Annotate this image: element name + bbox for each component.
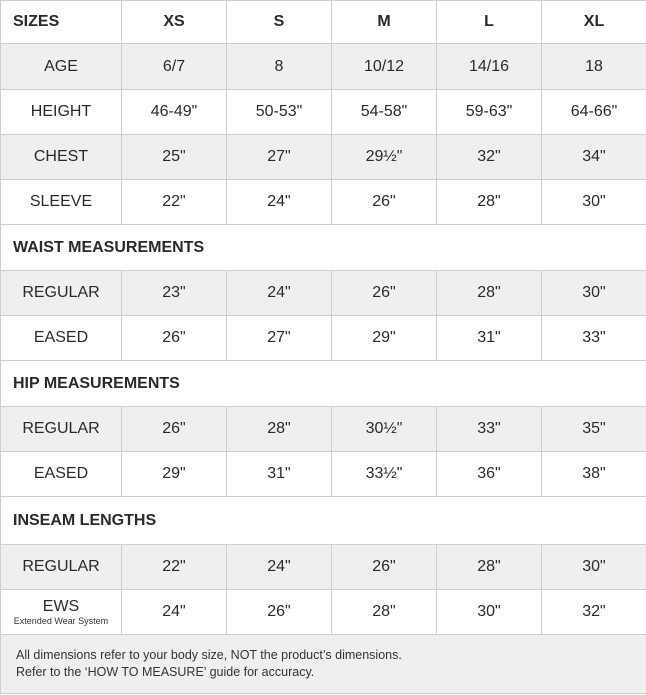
cell: 6/7 — [122, 44, 227, 90]
cell: 24" — [227, 180, 332, 225]
cell: 30" — [542, 271, 646, 316]
cell: 26" — [122, 316, 227, 361]
size-xl-header: XL — [542, 1, 646, 44]
header-row — [1, 1, 646, 44]
cell: 28" — [227, 407, 332, 452]
row-label: REGULAR — [1, 271, 122, 316]
cell: 18 — [542, 44, 646, 90]
cell: 28" — [332, 590, 437, 635]
footer-line-2: Refer to the ‘HOW TO MEASURE’ guide for accuracy. — [16, 665, 315, 679]
size-l-header: L — [437, 1, 542, 44]
cell: 24" — [122, 590, 227, 635]
cell: 26" — [122, 407, 227, 452]
cell: 33½" — [332, 452, 437, 497]
sizes-header: SIZES — [1, 1, 122, 44]
cell: 31" — [227, 452, 332, 497]
cell: 10/12 — [332, 44, 437, 90]
cell: 23" — [122, 271, 227, 316]
row-label: CHEST — [1, 135, 122, 180]
waist-section-row — [1, 225, 646, 271]
cell: 22" — [122, 545, 227, 590]
row-label: REGULAR — [1, 407, 122, 452]
cell: 30" — [542, 180, 646, 225]
inseam-section-row — [1, 497, 646, 545]
cell: 64-66" — [542, 90, 646, 135]
row-label: REGULAR — [1, 545, 122, 590]
cell: 32" — [437, 135, 542, 180]
cell: 59-63" — [437, 90, 542, 135]
row-sublabel: Extended Wear System — [13, 615, 109, 626]
row-label: SLEEVE — [1, 180, 122, 225]
inseam-section-title: INSEAM LENGTHS — [1, 497, 646, 545]
cell: 8 — [227, 44, 332, 90]
cell: 29½" — [332, 135, 437, 180]
cell: 29" — [332, 316, 437, 361]
age-row — [1, 44, 646, 90]
cell: 30½" — [332, 407, 437, 452]
cell: 30" — [437, 590, 542, 635]
cell: 28" — [437, 180, 542, 225]
cell: 24" — [227, 545, 332, 590]
cell: 36" — [437, 452, 542, 497]
cell: 38" — [542, 452, 646, 497]
cell: 46-49" — [122, 90, 227, 135]
cell: 26" — [332, 271, 437, 316]
waist-regular-row — [1, 271, 646, 316]
cell: 26" — [332, 545, 437, 590]
cell: 33" — [542, 316, 646, 361]
footer-line-1: All dimensions refer to your body size, NOT the product’s dimensions. — [16, 648, 402, 662]
cell: 28" — [437, 545, 542, 590]
footer-note — [1, 635, 646, 694]
hip-section-row — [1, 361, 646, 407]
cell: 30" — [542, 545, 646, 590]
cell: 22" — [122, 180, 227, 225]
size-s-header: S — [227, 1, 332, 44]
waist-eased-row — [1, 316, 646, 361]
height-row — [1, 90, 646, 135]
cell: 50-53" — [227, 90, 332, 135]
cell: 27" — [227, 135, 332, 180]
size-m-header: M — [332, 1, 437, 44]
cell: 26" — [332, 180, 437, 225]
cell: 29" — [122, 452, 227, 497]
hip-section-title: HIP MEASUREMENTS — [1, 361, 646, 407]
footer-row — [1, 635, 646, 694]
cell: 32" — [542, 590, 646, 635]
cell: 27" — [227, 316, 332, 361]
chest-row — [1, 135, 646, 180]
cell: 34" — [542, 135, 646, 180]
cell: 26" — [227, 590, 332, 635]
cell: 24" — [227, 271, 332, 316]
cell: 33" — [437, 407, 542, 452]
cell: 28" — [437, 271, 542, 316]
inseam-ews-row — [1, 590, 646, 635]
cell: 14/16 — [437, 44, 542, 90]
sleeve-row — [1, 180, 646, 225]
hip-regular-row — [1, 407, 646, 452]
waist-section-title: WAIST MEASUREMENTS — [1, 225, 646, 271]
size-xs-header: XS — [122, 1, 227, 44]
row-label: AGE — [1, 44, 122, 90]
row-label: EASED — [1, 452, 122, 497]
cell: 35" — [542, 407, 646, 452]
cell: 54-58" — [332, 90, 437, 135]
row-label: EWS — [42, 597, 80, 615]
row-label: HEIGHT — [1, 90, 122, 135]
cell: 25" — [122, 135, 227, 180]
ews-label-cell — [1, 590, 122, 635]
cell: 31" — [437, 316, 542, 361]
inseam-regular-row — [1, 545, 646, 590]
row-label: EASED — [1, 316, 122, 361]
hip-eased-row — [1, 452, 646, 497]
